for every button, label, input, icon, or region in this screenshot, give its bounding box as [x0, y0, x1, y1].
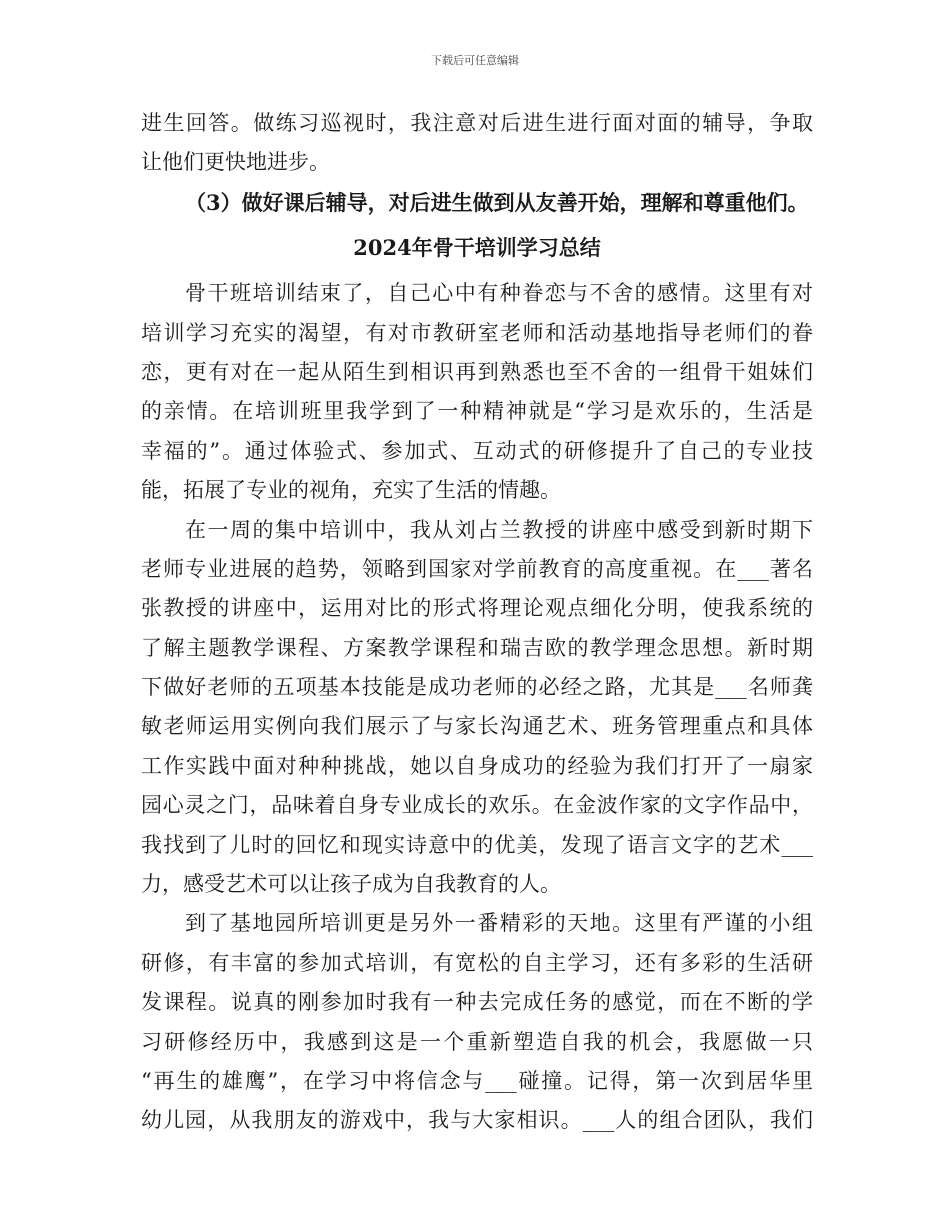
text-line: 研修，有丰富的参加式培训，有宽松的自主学习，还有多彩的生活研: [141, 950, 813, 975]
text-line: 恋，更有对在一起从陌生到相识再到熟悉也至不舍的一组骨干姐妹们: [141, 359, 813, 384]
text-line: 能，拓展了专业的视角，充实了生活的情趣。: [141, 478, 561, 503]
text-line: 幼儿园，从我朋友的游戏中，我与大家相识。___人的组合团队，我们: [141, 1108, 813, 1133]
document-title: 2024年骨干培训学习总结: [353, 235, 601, 261]
text-line: 习研修经历中，我感到这是一个重新塑造自我的机会，我愿做一只: [141, 1029, 813, 1054]
text-line: 老师专业进展的趋势，领略到国家对学前教育的高度重视。在___著名: [141, 556, 813, 581]
text-line: 培训学习充实的渴望，有对市教研室老师和活动基地指导老师们的眷: [141, 320, 813, 345]
subheading: （3）做好课后辅导，对后进生做到从友善开始，理解和尊重他们。: [185, 189, 809, 215]
text-line: 工作实践中面对种种挑战，她以自身成功的经验为我们打开了一扇家: [141, 753, 813, 778]
text-line: 力，感受艺术可以让孩子成为自我教育的人。: [141, 872, 561, 897]
page-header: 下载后可任意编辑: [431, 54, 519, 67]
text-line: 进生回答。做练习巡视时，我注意对后进生进行面对面的辅导，争取: [141, 111, 813, 135]
text-line: 了解主题教学课程、方案教学课程和瑞吉欧的教学理念思想。新时期: [141, 635, 813, 660]
text-line: 到了基地园所培训更是另外一番精彩的天地。这里有严谨的小组: [185, 911, 813, 936]
text-line: 在一周的集中培训中，我从刘占兰教授的讲座中感受到新时期下: [185, 517, 813, 542]
text-line: 敏老师运用实例向我们展示了与家长沟通艺术、班务管理重点和具体: [141, 714, 813, 739]
document-body: [141, 104, 813, 1141]
text-line: 发课程。说真的刚参加时我有一种去完成任务的感觉，而在不断的学: [141, 990, 813, 1015]
paragraph-2: [141, 511, 813, 905]
text-line: 让他们更快地进步。: [141, 150, 330, 175]
paragraph-3: [141, 904, 813, 1140]
text-line: 张教授的讲座中，运用对比的形式将理论观点细化分明，使我系统的: [141, 596, 813, 621]
text-line: 的亲情。在培训班里我学到了一种精神就是“学习是欢乐的，生活是: [141, 399, 813, 424]
text-line: 园心灵之门，品味着自身专业成长的欢乐。在金波作家的文字作品中，: [141, 793, 813, 818]
text-line: 下做好老师的五项基本技能是成功老师的必经之路，尤其是___名师龚: [141, 675, 813, 700]
paragraph-1: [141, 274, 813, 510]
text-line: 我找到了儿时的回忆和现实诗意中的优美，发现了语言文字的艺术___: [141, 832, 813, 857]
text-line: “再生的雄鹰”，在学习中将信念与___碰撞。记得，第一次到居华里: [141, 1068, 813, 1093]
text-line: 骨干班培训结束了，自己心中有种眷恋与不舍的感情。这里有对: [185, 281, 813, 306]
text-line: 幸福的”。通过体验式、参加式、互动式的研修提升了自己的专业技: [141, 438, 813, 463]
